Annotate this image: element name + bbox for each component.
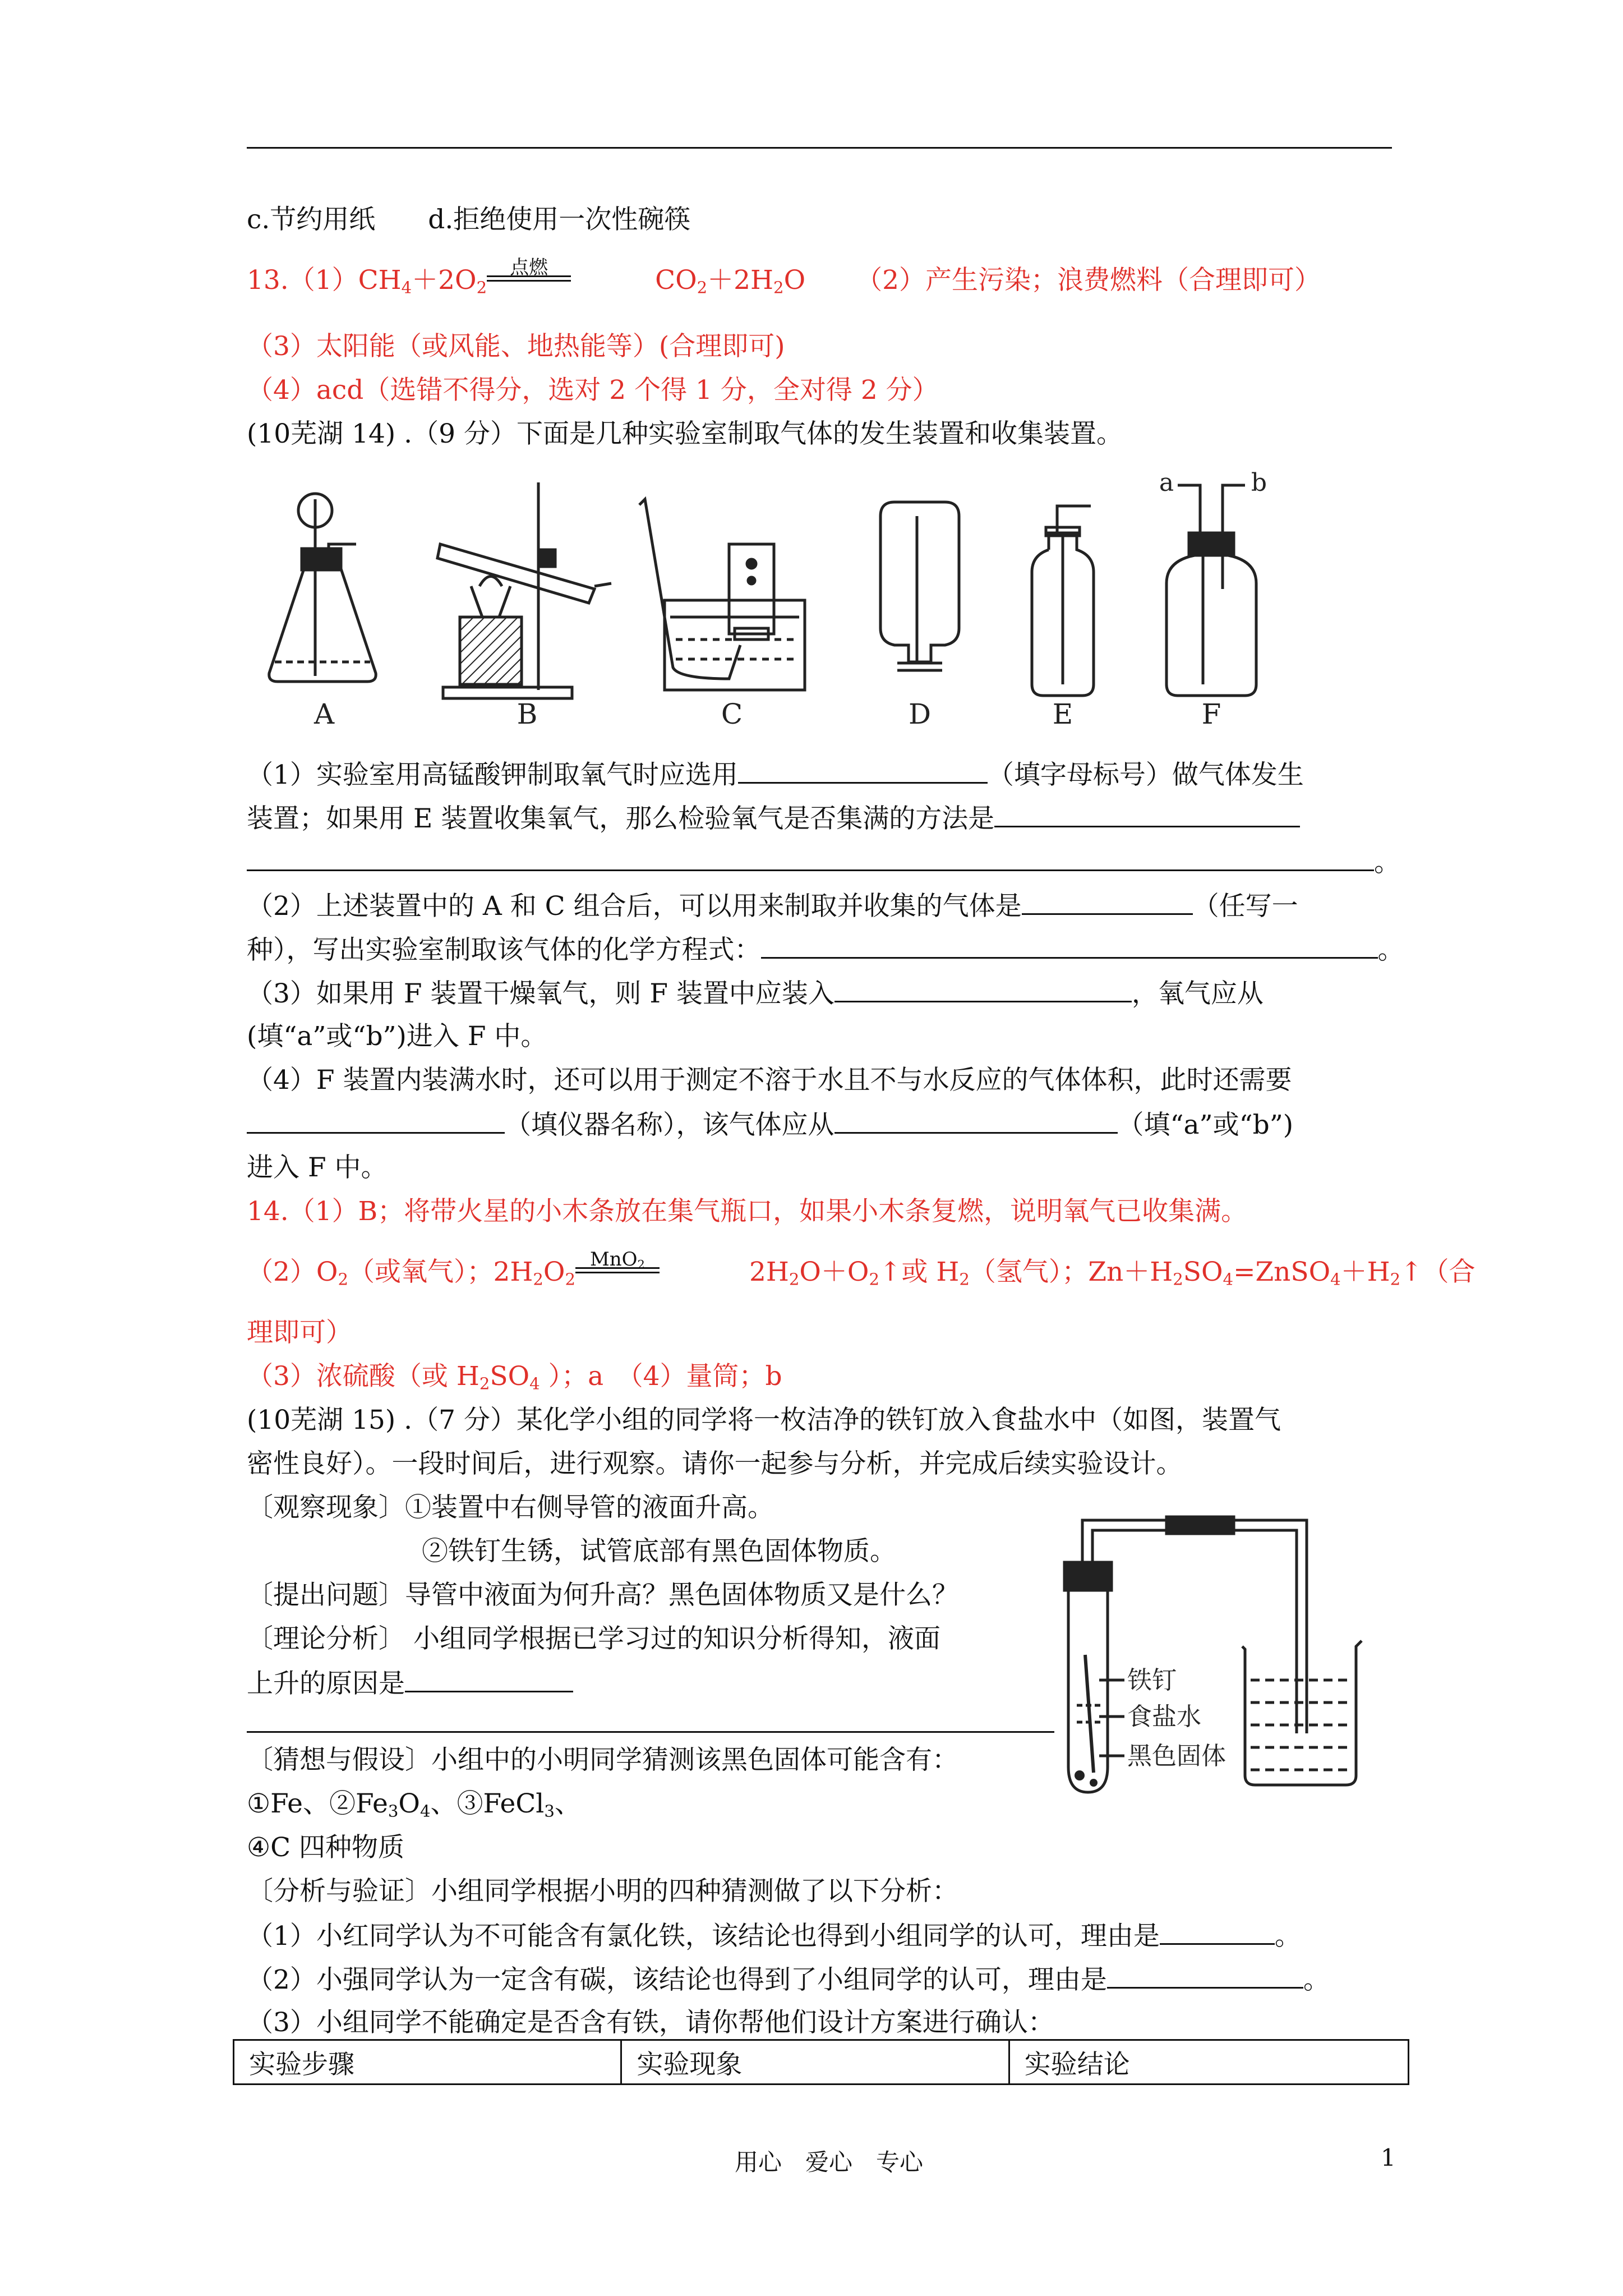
q14-part3-line1: （3）如果用 F 装置干燥氧气，则 F 装置中应装入 ，氧气应从 <box>247 976 1264 1011</box>
answer-13-part3: （3）太阳能（或风能、地热能等）(合理即可) <box>247 331 785 362</box>
reaction-condition-fire: 点燃 <box>487 272 571 289</box>
q14-part2-line1: （2）上述装置中的 A 和 C 组合后，可以用来制取并收集的气体是 （任写一 <box>247 889 1298 923</box>
apparatus-c <box>639 499 805 690</box>
blank-q15-reason[interactable] <box>405 1666 573 1692</box>
answer-14-part2-cont: 理即可） <box>247 1317 352 1348</box>
label-a: A <box>313 698 335 730</box>
q14-part3-line2: (填“a”或“b”)进入 F 中。 <box>247 1021 547 1052</box>
apparatus-a <box>269 494 376 682</box>
apparatus-b <box>437 482 611 698</box>
blank-q14-1-method-cont[interactable] <box>247 845 1374 871</box>
option-line: c.节约用纸 d.拒绝使用一次性碗筷 <box>247 204 691 235</box>
apparatus-e <box>1032 506 1094 696</box>
apparatus-figure <box>247 466 1385 740</box>
q14-part1-line2: 装置；如果用 E 装置收集氧气，那么检验氧气是否集满的方法是 <box>247 801 1300 836</box>
q14-part2-line2: 种），写出实验室制取该气体的化学方程式： 。 <box>247 932 1404 967</box>
q14-part4-line3: 进入 F 中。 <box>247 1152 388 1183</box>
label-e: E <box>1052 698 1073 730</box>
page-number: 1 <box>1381 2144 1396 2171</box>
label-b: B <box>517 698 538 730</box>
question-14-intro: (10芜湖 14) .（9 分）下面是几种实验室制取气体的发生装置和收集装置。 <box>247 418 1123 449</box>
iron-nail-apparatus-figure <box>1054 1509 1368 1812</box>
blank-q15-reason-cont[interactable] <box>247 1731 1054 1733</box>
label-port-a: a <box>1159 468 1174 497</box>
blank-q14-1-generator[interactable] <box>738 757 988 784</box>
apparatus-f <box>1166 485 1256 696</box>
table-header-row <box>234 2040 1409 2085</box>
answer-13-part4: （4）acd（选错不得分，选对 2 个得 1 分，全对得 2 分） <box>247 375 939 406</box>
header-rule <box>247 147 1392 149</box>
q15-observe-1: 〔观察现象〕①装置中右侧导管的液面升高。 <box>247 1492 774 1523</box>
blank-q15-a1[interactable] <box>1160 1918 1275 1945</box>
reaction-condition-catalyst: MnO$_2$ <box>575 1264 660 1281</box>
label-c: C <box>721 698 743 730</box>
blank-q15-a2[interactable] <box>1107 1962 1303 1989</box>
q15-guess-3: ④C 四种物质 <box>247 1832 405 1863</box>
answer-14-part3-4: （3）浓硫酸（或 $H_2SO_4$ ）；a （4）量筒；b <box>247 1361 782 1393</box>
q15-theory-2: 上升的原因是 <box>247 1666 573 1701</box>
footer-motto: 用心 爱心 专心 <box>735 2148 924 2176</box>
q14-part1-line3: 。 <box>247 845 1400 880</box>
q15-analysis-2: （2）小强同学认为一定含有碳，该结论也得到了小组同学的认可，理由是 。 <box>247 1962 1330 1997</box>
label-salt-water: 食盐水 <box>1127 1703 1201 1731</box>
q15-intro-line1: (10芜湖 15) .（7 分）某化学小组的同学将一枚洁净的铁钉放入食盐水中（如图，装置气 <box>247 1405 1281 1435</box>
q15-observe-2: ②铁钉生锈，试管底部有黑色固体物质。 <box>422 1536 896 1567</box>
answer-14-part1: 14.（1）B；将带火星的小木条放在集气瓶口，如果小木条复燃，说明氧气已收集满。 <box>247 1196 1248 1227</box>
q15-guess-2: ①Fe、$②Fe_3O_4$、③FeCl$_3$、 <box>247 1788 581 1821</box>
table-header-step: 实验步骤 <box>234 2040 621 2085</box>
q15-theory-1: 〔理论分析〕 小组同学根据已学习过的知识分析得知，液面 <box>247 1623 940 1654</box>
label-black-solid: 黑色固体 <box>1127 1742 1226 1770</box>
q15-analysis-1: （1）小红同学认为不可能含有氯化铁，该结论也得到小组同学的认可，理由是 。 <box>247 1918 1301 1953</box>
table-header-phenomenon: 实验现象 <box>621 2040 1009 2085</box>
answer-13-equation: $13.(1)CH_4+2O_2$ 点燃 $CO_2+2H_2O$ （2）产生污染；浪费燃料（合理即可） <box>247 256 1321 297</box>
blank-q14-2-equation[interactable] <box>761 932 1378 959</box>
table-header-conclusion: 实验结论 <box>1009 2040 1408 2085</box>
q15-guess-1: 〔猜想与假设〕小组中的小明同学猜测该黑色固体可能含有： <box>247 1745 958 1775</box>
blank-q14-1-method[interactable] <box>994 801 1300 827</box>
q15-analysis-3: （3）小组同学不能确定是否含有铁，请你帮他们设计方案进行确认： <box>247 2007 1054 2038</box>
q15-intro-line2: 密性良好）。一段时间后，进行观察。请你一起参与分析，并完成后续实验设计。 <box>247 1448 1183 1479</box>
label-iron-nail: 铁钉 <box>1127 1666 1177 1695</box>
q14-part4-line2: （填仪器名称），该气体应从 （填“a”或“b”) <box>247 1107 1293 1142</box>
apparatus-d <box>880 502 959 670</box>
blank-q14-4-port[interactable] <box>834 1107 1118 1134</box>
blank-q14-2-gas[interactable] <box>1022 889 1193 915</box>
q14-part1-line1: （1）实验室用高锰酸钾制取氧气时应选用 （填字母标号）做气体发生 <box>247 757 1304 792</box>
blank-q14-4-instrument[interactable] <box>247 1107 505 1134</box>
q14-part4-line1: （4）F 装置内装满水时，还可以用于测定不溶于水且不与水反应的气体体积，此时还需要 <box>247 1065 1292 1096</box>
experiment-table <box>233 2039 1409 2085</box>
answer-14-part2: $(2)O_2$（或氧气）；$2H_2O_2$ MnO$_2$ $2H_2O+O_2↑$或 $H_2$（氢气）；$Zn+H_2SO_4=ZnSO_4+H_2↑$（合 <box>247 1248 1476 1289</box>
label-f: F <box>1201 698 1221 730</box>
blank-q14-3-reagent[interactable] <box>834 976 1132 1002</box>
q15-analysis: 〔分析与验证〕小组同学根据小明的四种猜测做了以下分析： <box>247 1876 958 1907</box>
q15-question: 〔提出问题〕导管中液面为何升高？黑色固体物质又是什么？ <box>247 1580 958 1611</box>
label-d: D <box>908 698 932 730</box>
label-port-b: b <box>1251 468 1267 497</box>
